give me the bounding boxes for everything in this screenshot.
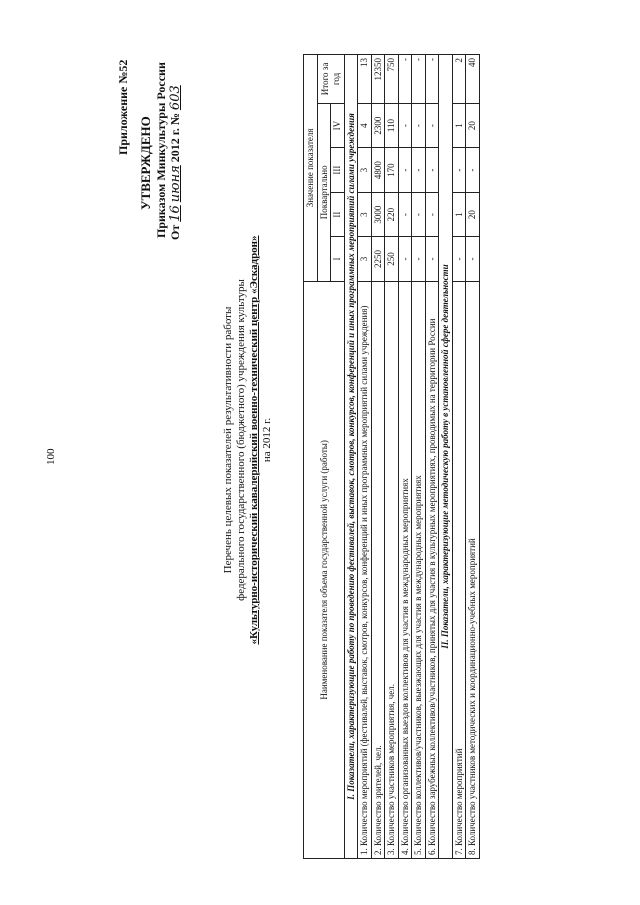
order-month: июня	[168, 165, 183, 203]
cell-q2: 3000	[371, 192, 385, 236]
cell-q1: 250	[385, 237, 399, 281]
title-line-4: на 2012 г.	[261, 417, 273, 463]
cell-total: 2	[452, 55, 466, 104]
cell-name: 3. Количество участников мероприятия, чел.	[385, 281, 399, 858]
header-q1: I	[331, 237, 345, 281]
cell-q4: 1	[452, 103, 466, 147]
title-line-3: «Культурно-исторический кавалерийский военно-технический центр «Эскадрон»	[248, 235, 260, 645]
cell-q3: 170	[385, 148, 399, 192]
header-quarterly: Поквартально	[317, 103, 331, 281]
page-number: 100	[45, 448, 57, 465]
cell-q4: -	[425, 103, 439, 147]
cell-q2: 3	[358, 192, 372, 236]
order-year: 2012 г. №	[168, 113, 182, 163]
cell-q4: -	[412, 103, 426, 147]
cell-name: 2. Количество зрителей, чел.	[371, 281, 385, 858]
order-prefix: От	[168, 224, 182, 240]
cell-q3: -	[425, 148, 439, 192]
header-q3: III	[331, 148, 345, 192]
cell-total: 12350	[371, 55, 385, 104]
cell-q2: -	[425, 192, 439, 236]
title-line-1: Перечень целевых показателей результативности работы	[222, 306, 234, 574]
cell-q4: 4	[358, 103, 372, 147]
header-total: Итого за год	[317, 55, 344, 104]
table-row	[398, 55, 412, 859]
cell-q2: 1	[452, 192, 466, 236]
approved-label: УТВЕРЖДЕНО	[138, 116, 153, 210]
cell-q1: 2250	[371, 237, 385, 281]
cell-name: 4. Количество организованных выездов коллективов для участия в международных мероприятиях	[398, 281, 412, 858]
cell-q4: 2300	[371, 103, 385, 147]
appendix-label: Приложение №52	[116, 59, 130, 155]
cell-total: -	[425, 55, 439, 104]
cell-q3: 3	[358, 148, 372, 192]
document-title	[222, 230, 274, 650]
title-line-2: федерального государственного (бюджетного) учреждения культуры	[235, 279, 247, 601]
cell-total: 750	[385, 55, 399, 104]
cell-q1: 3	[358, 237, 372, 281]
cell-name: 8. Количество участников методических и координационно-учебных мероприятий	[466, 281, 480, 858]
cell-total: -	[412, 55, 426, 104]
cell-q1: -	[466, 237, 480, 281]
cell-q1: -	[425, 237, 439, 281]
header-q2: II	[331, 192, 345, 236]
table-row	[358, 55, 372, 859]
section-2-heading: II. Показатели, характеризующие методическую работу в установленной сфере деятельности	[439, 55, 453, 859]
header-name: Наименование показателя объема государственной услуги (работы)	[304, 281, 345, 858]
cell-q3: -	[466, 148, 480, 192]
cell-q4: 20	[466, 103, 480, 147]
cell-q3: -	[412, 148, 426, 192]
cell-q2: 220	[385, 192, 399, 236]
header-value: Значение показателя	[304, 55, 318, 282]
cell-q1: -	[452, 237, 466, 281]
order-number: 603	[168, 85, 183, 111]
table-row	[412, 55, 426, 859]
cell-total: 40	[466, 55, 480, 104]
header-q4: IV	[331, 103, 345, 147]
cell-q3: -	[452, 148, 466, 192]
cell-q1: -	[412, 237, 426, 281]
cell-name: 5. Количество коллективов/участников, выезжающих для участия в международных мероприятиях	[412, 281, 426, 858]
cell-total: 13	[358, 55, 372, 104]
order-date	[168, 85, 183, 240]
cell-q1: -	[398, 237, 412, 281]
indicators-table	[303, 54, 480, 859]
cell-total: -	[398, 55, 412, 104]
cell-q4: 110	[385, 103, 399, 147]
cell-q3: -	[398, 148, 412, 192]
cell-name: 6. Количество зарубежных коллективов/участников, принятых для участия в культурных мероприятиях, проводимых на территории России	[425, 281, 439, 858]
table-row	[425, 55, 439, 859]
cell-q2: 20	[466, 192, 480, 236]
table-row	[371, 55, 385, 859]
order-day: 16	[168, 205, 183, 222]
table-row	[385, 55, 399, 859]
table-row	[466, 55, 480, 859]
cell-name: 7. Количество мероприятий	[452, 281, 466, 858]
cell-q4: -	[398, 103, 412, 147]
cell-q2: -	[412, 192, 426, 236]
table-row	[452, 55, 466, 859]
cell-q3: 4800	[371, 148, 385, 192]
cell-name: 1. Количество мероприятий (фестивалей, выставок, смотров, конкурсов, конференций и иных программных мероприятий силами учреждения)	[358, 281, 372, 858]
order-line: Приказом Минкультуры России	[154, 62, 168, 238]
section-1-heading: I. Показатели, характеризующие работу по проведению фестивалей, выставок, смотров, конкурсов, конференций и иных программных мероприятий силами учреждения	[344, 55, 358, 859]
cell-q2: -	[398, 192, 412, 236]
